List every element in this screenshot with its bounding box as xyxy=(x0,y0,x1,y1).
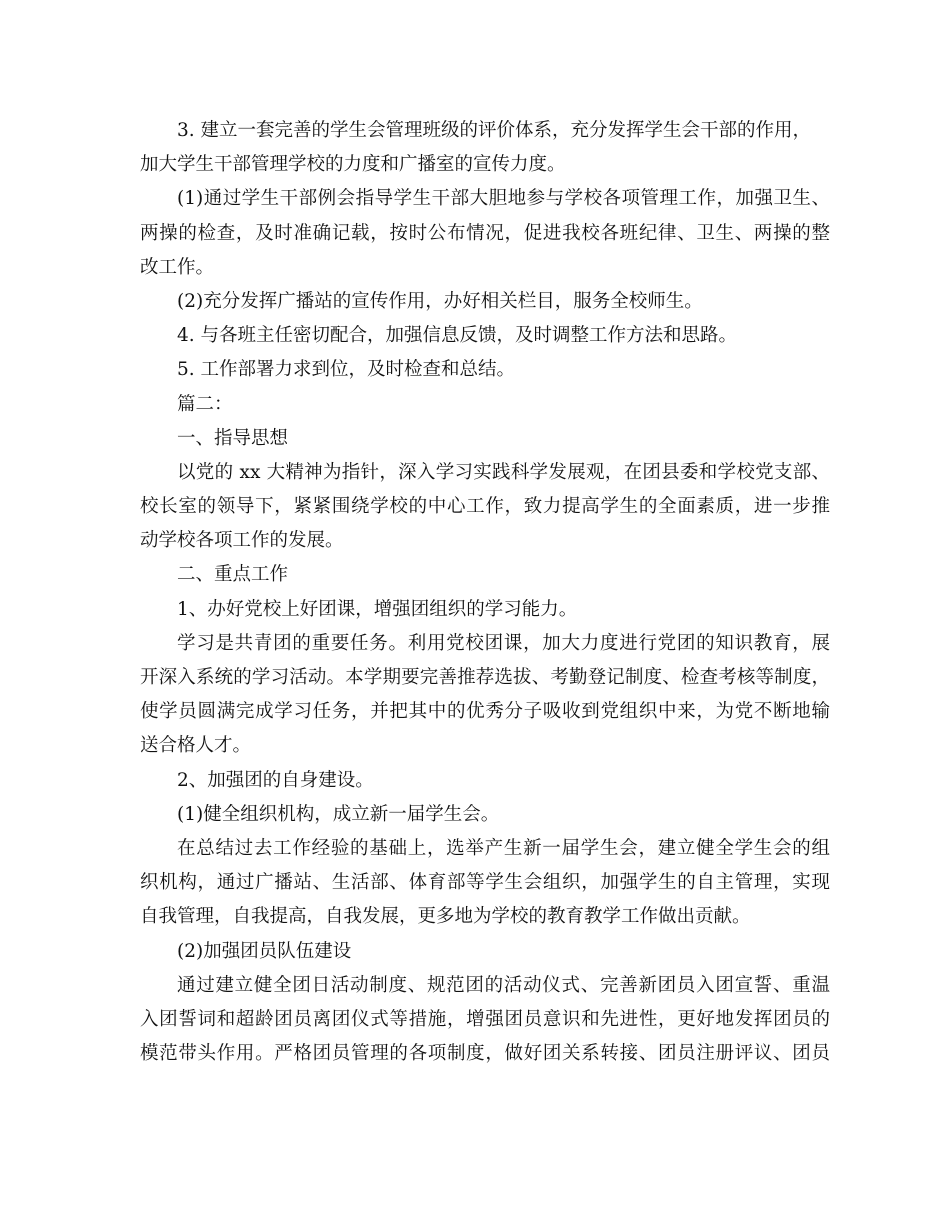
text-line: 动学校各项工作的发展。 xyxy=(140,530,344,552)
text-line: (2)加强团员队伍建设 xyxy=(177,940,352,962)
text-line: 改工作。 xyxy=(140,256,215,278)
text-line: 以党的 xx 大精神为指针，深入学习实践科学发展观，在团县委和学校党支部、 xyxy=(177,461,830,483)
document-body xyxy=(140,114,830,1071)
text-line: 加大学生干部管理学校的力度和广播室的宣传力度。 xyxy=(140,154,566,176)
text-line: 学习是共青团的重要任务。利用党校团课，加大力度进行党团的知识教育，展 xyxy=(177,632,830,654)
text-line: 两操的检查，及时准确记载，按时公布情况，促进我校各班纪律、卫生、两操的整 xyxy=(140,222,830,244)
text-line: 校长室的领导下，紧紧围绕学校的中心工作，致力提高学生的全面素质，进一步推 xyxy=(140,496,830,518)
text-line: 5. 工作部署力求到位，及时检查和总结。 xyxy=(177,359,516,381)
text-line: (1)通过学生干部例会指导学生干部大胆地参与学校各项管理工作，加强卫生、 xyxy=(177,188,830,210)
text-line: 送合格人才。 xyxy=(140,735,252,757)
text-line: 开深入系统的学习活动。本学期要完善推荐选拔、考勤登记制度、检查考核等制度， xyxy=(140,667,830,688)
text-line: 织机构，通过广播站、生活部、体育部等学生会组织，加强学生的自主管理，实现 xyxy=(140,872,830,894)
text-line: 模范带头作用。严格团员管理的各项制度，做好团关系转接、团员注册评议、团员 xyxy=(140,1043,830,1065)
text-line: 在总结过去工作经验的基础上，选举产生新一届学生会，建立健全学生会的组 xyxy=(177,837,830,859)
text-line: 一、指导思想 xyxy=(177,427,289,449)
text-line: 2、加强团的自身建设。 xyxy=(177,769,374,791)
text-line: 使学员圆满完成学习任务，并把其中的优秀分子吸收到党组织中来，为党不断地输 xyxy=(140,701,830,723)
text-line: (1)健全组织机构，成立新一届学生会。 xyxy=(177,803,500,825)
text-line: 4. 与各班主任密切配合，加强信息反馈，及时调整工作方法和思路。 xyxy=(177,325,738,347)
text-line: 3. 建立一套完善的学生会管理班级的评价体系，充分发挥学生会干部的作用， xyxy=(177,120,812,141)
text-line: 通过建立健全团日活动制度、规范团的活动仪式、完善新团员入团宣誓、重温 xyxy=(177,974,830,996)
text-line: 二、重点工作 xyxy=(177,564,289,586)
text-line: 1、办好党校上好团课，增强团组织的学习能力。 xyxy=(177,598,578,620)
text-line: 自我管理，自我提高，自我发展，更多地为学校的教育教学工作做出贡献。 xyxy=(140,906,751,928)
text-line: (2)充分发挥广播站的宣传作用，办好相关栏目，服务全校师生。 xyxy=(177,290,703,312)
text-line: 篇二： xyxy=(177,393,233,415)
text-line: 入团誓词和超龄团员离团仪式等措施，增强团员意识和先进性，更好地发挥团员的 xyxy=(140,1008,830,1030)
